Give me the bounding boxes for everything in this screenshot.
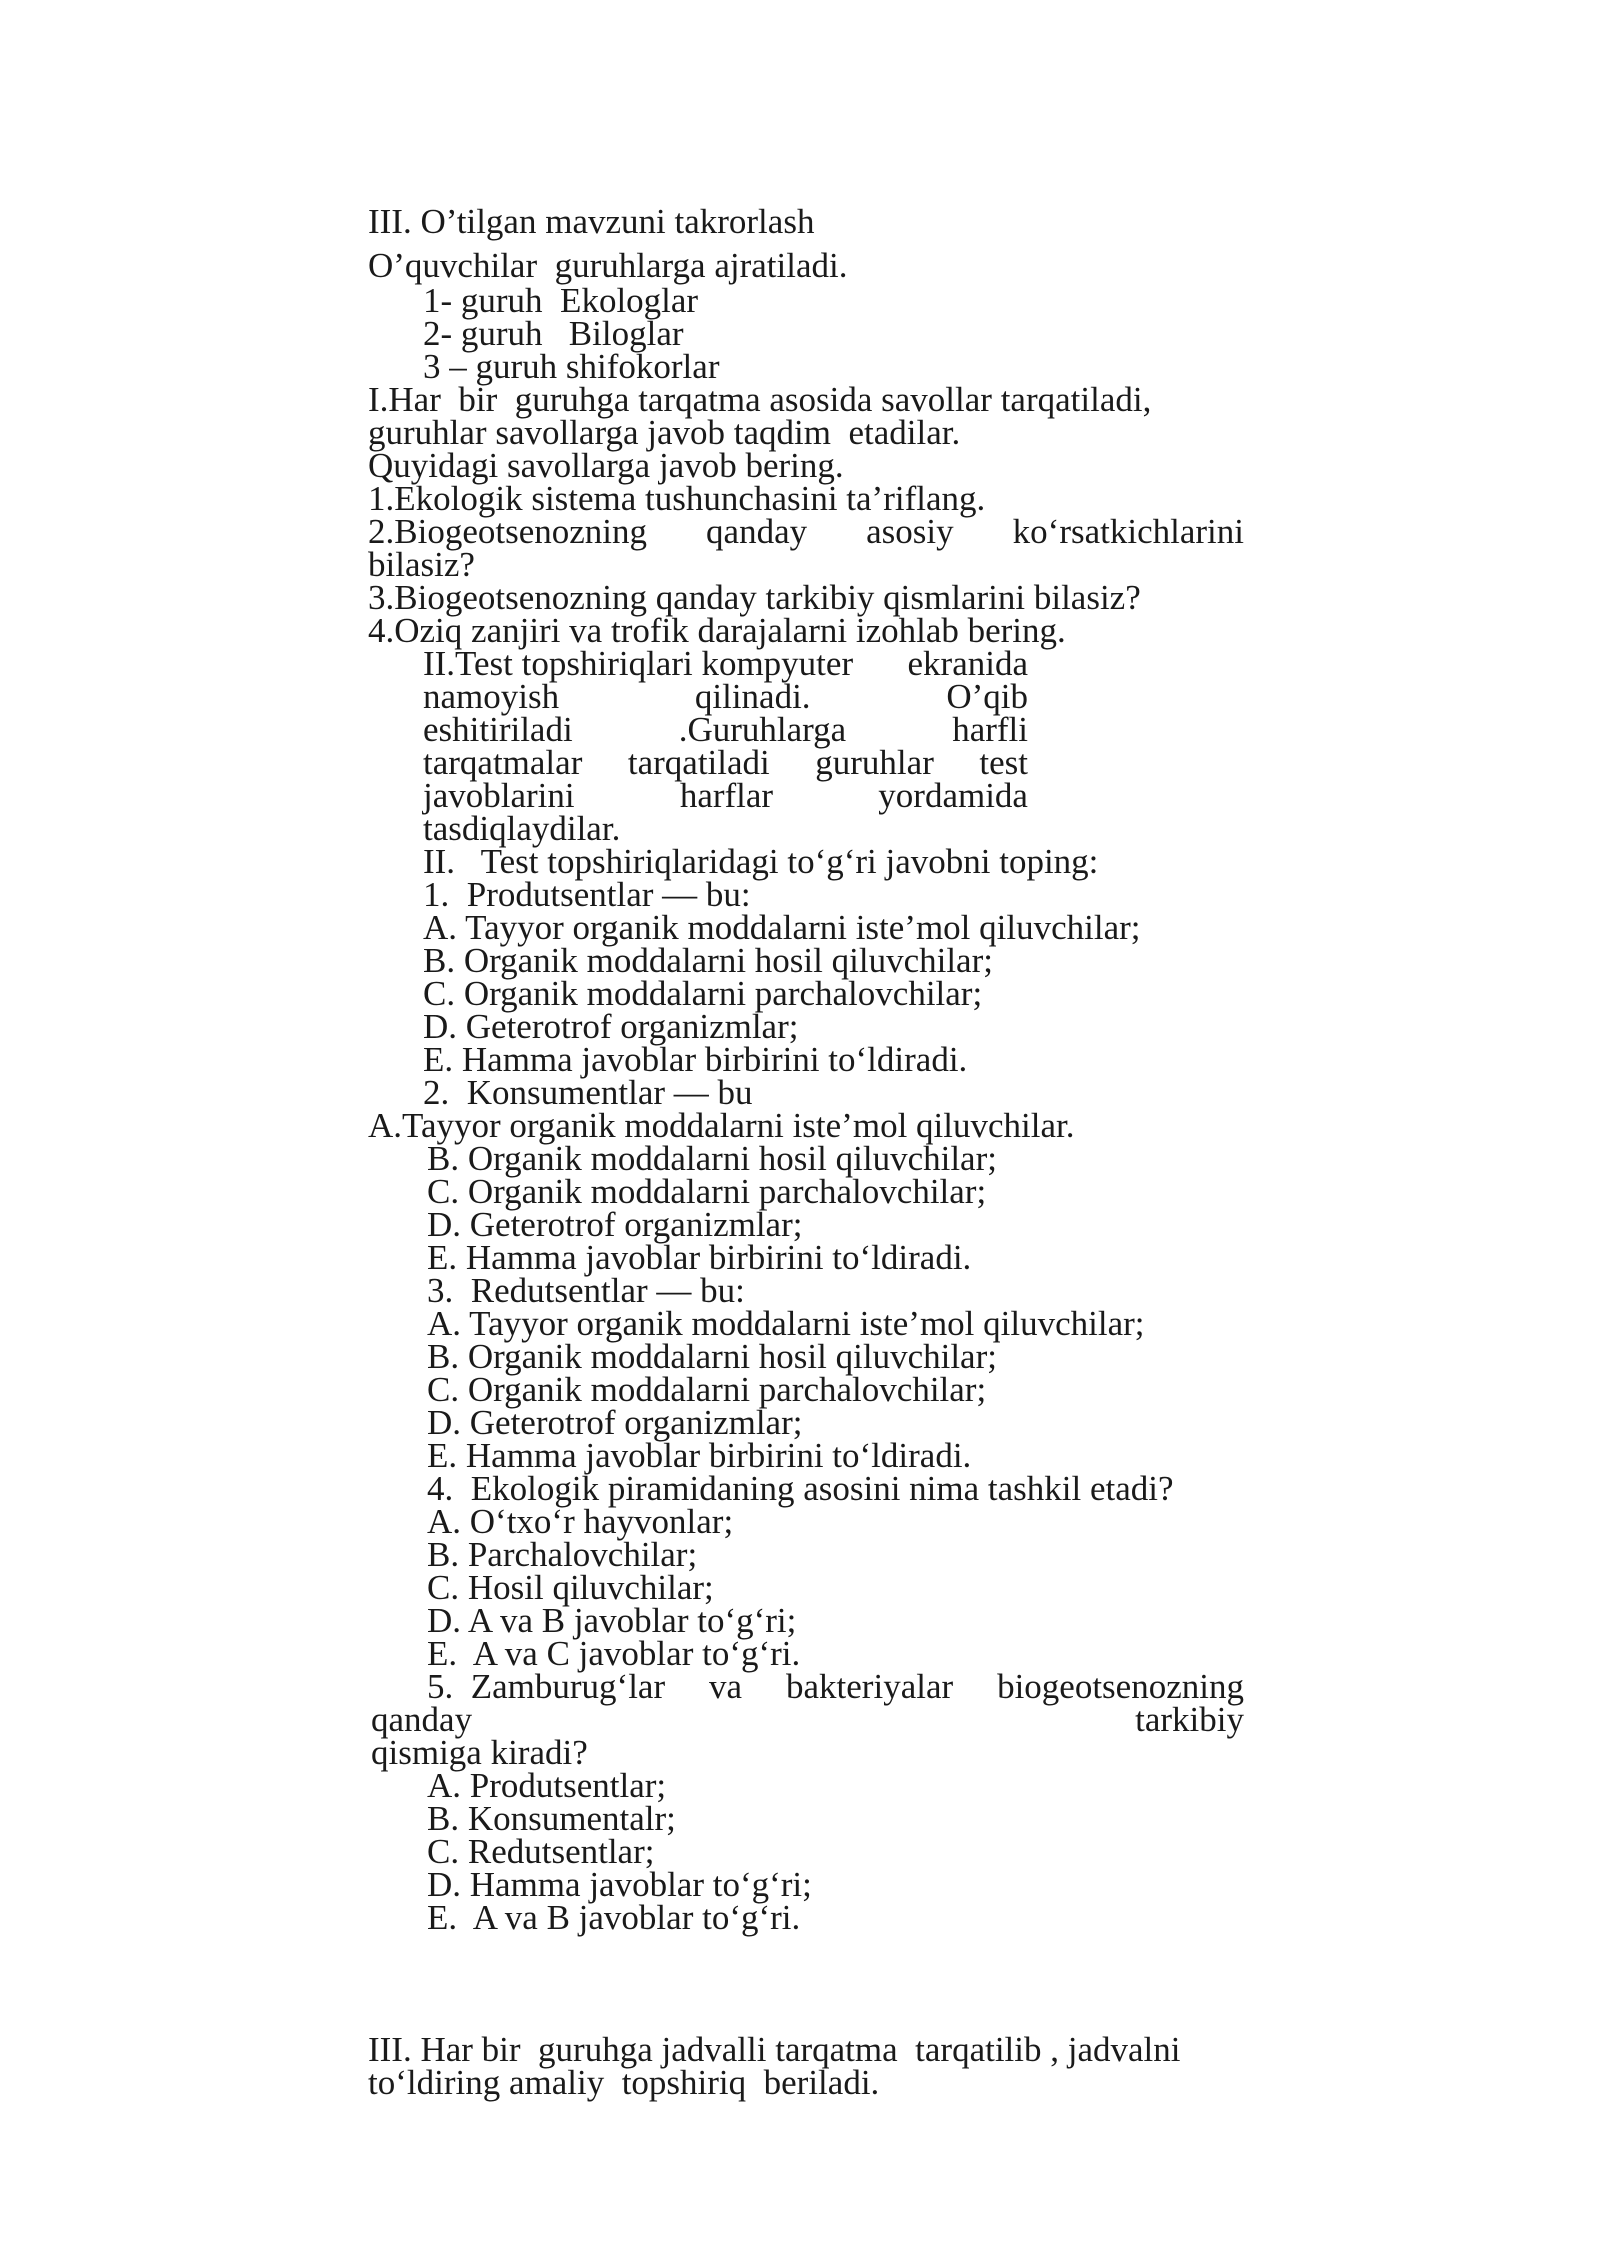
test-heading: II. Test topshiriqlaridagi to‘g‘ri javobni toping:	[423, 842, 1099, 881]
test-option: C. Organik moddalarni parchalovchilar;	[427, 1370, 987, 1409]
section-title: III. O’tilgan mavzuni takrorlash	[368, 202, 815, 241]
questions-intro: Quyidagi savollarga javob bering.	[368, 446, 844, 485]
word: qilinadi.	[694, 677, 811, 716]
word: tarkibiy	[1135, 1700, 1244, 1739]
test-option: C. Organik moddalarni parchalovchilar;	[423, 974, 983, 1013]
word: II.Test topshiriqlari kompyuter	[423, 644, 854, 683]
test-option: D. Geterotrof organizmlar;	[427, 1205, 803, 1244]
word: guruhlar	[815, 743, 934, 782]
test-option: B. Organik moddalarni hosil qiluvchilar;	[427, 1139, 997, 1178]
test-question-5-cont: qismiga kiradi?	[371, 1733, 588, 1772]
test-option: C. Redutsentlar;	[427, 1832, 655, 1871]
test-question: 3. Redutsentlar — bu:	[427, 1271, 745, 1310]
test-question-5-line	[371, 1702, 1244, 1737]
question-2-cont: bilasiz?	[368, 545, 475, 584]
test-option: E. Hamma javoblar birbirini to‘ldiradi.	[427, 1238, 972, 1277]
task2-line: tasdiqlaydilar.	[423, 809, 621, 848]
question-3: 3.Biogeotsenozning qanday tarkibiy qismlarini bilasiz?	[368, 578, 1141, 617]
word: bakteriyalar	[786, 1667, 954, 1706]
word: 2.Biogeotsenozning	[368, 512, 647, 551]
test-option: A.Tayyor organik moddalarni iste’mol qiluvchilar.	[368, 1106, 1075, 1145]
task3-line: III. Har bir guruhga jadvalli tarqatma tarqatilib , jadvalni	[368, 2030, 1181, 2069]
test-option: B. Organik moddalarni hosil qiluvchilar;	[427, 1337, 997, 1376]
word: ko‘rsatkichlarini	[1012, 512, 1244, 551]
group-item: 1- guruh Ekologlar	[423, 281, 699, 320]
test-option: C. Hosil qiluvchilar;	[427, 1568, 714, 1607]
test-option: A. O‘txo‘r hayvonlar;	[427, 1502, 734, 1541]
test-option: A. Tayyor organik moddalarni iste’mol qiluvchilar;	[423, 908, 1141, 947]
test-question: 2. Konsumentlar — bu	[423, 1073, 753, 1112]
word: namoyish	[423, 677, 560, 716]
word: .Guruhlarga	[678, 710, 847, 749]
task2-line	[423, 646, 1028, 681]
test-option: A. Produtsentlar;	[427, 1766, 667, 1805]
test-option: B. Parchalovchilar;	[427, 1535, 698, 1574]
word: harfli	[952, 710, 1028, 749]
word: qanday	[371, 1700, 473, 1739]
test-option: E. Hamma javoblar birbirini to‘ldiradi.	[423, 1040, 968, 1079]
word: tarqatiladi	[627, 743, 770, 782]
test-question-5-line	[427, 1669, 1244, 1704]
word: qanday	[706, 512, 808, 551]
word: 5. Zamburug‘lar	[427, 1667, 666, 1706]
test-option: C. Organik moddalarni parchalovchilar;	[427, 1172, 987, 1211]
group-item: 2- guruh Biloglar	[423, 314, 684, 353]
task2-line	[423, 745, 1028, 780]
task2-line	[423, 712, 1028, 747]
word: tarqatmalar	[423, 743, 583, 782]
test-question: 4. Ekologik piramidaning asosini nima tashkil etadi?	[427, 1469, 1174, 1508]
word: ekranida	[907, 644, 1028, 683]
test-option: A. Tayyor organik moddalarni iste’mol qiluvchilar;	[427, 1304, 1145, 1343]
test-option: E. A va C javoblar to‘g‘ri.	[427, 1634, 801, 1673]
test-option: D. Geterotrof organizmlar;	[427, 1403, 803, 1442]
test-option: E. A va B javoblar to‘g‘ri.	[427, 1898, 801, 1937]
word: va	[709, 1667, 743, 1706]
task1-line: I.Har bir guruhga tarqatma asosida savollar tarqatiladi,	[368, 380, 1152, 419]
question-2-line	[368, 514, 1244, 549]
word: eshitiriladi	[423, 710, 573, 749]
task2-line	[423, 778, 1028, 813]
test-option: D. Hamma javoblar to‘g‘ri;	[427, 1865, 812, 1904]
question-1: 1.Ekologik sistema tushunchasini ta’riflang.	[368, 479, 986, 518]
test-option: D. A va B javoblar to‘g‘ri;	[427, 1601, 797, 1640]
groups-intro: O’quvchilar guruhlarga ajratiladi.	[368, 246, 848, 285]
test-option: B. Konsumentalr;	[427, 1799, 676, 1838]
word: test	[979, 743, 1028, 782]
task1-line: guruhlar savollarga javob taqdim etadilar.	[368, 413, 961, 452]
test-option: B. Organik moddalarni hosil qiluvchilar;	[423, 941, 993, 980]
word: O’qib	[946, 677, 1028, 716]
test-option: E. Hamma javoblar birbirini to‘ldiradi.	[427, 1436, 972, 1475]
test-option: D. Geterotrof organizmlar;	[423, 1007, 799, 1046]
word: yordamida	[878, 776, 1028, 815]
word: asosiy	[866, 512, 954, 551]
word: javoblarini	[423, 776, 575, 815]
group-item: 3 – guruh shifokorlar	[423, 347, 720, 386]
task3-line: to‘ldiring amaliy topshiriq beriladi.	[368, 2063, 880, 2102]
test-question: 1. Produtsentlar — bu:	[423, 875, 751, 914]
word: biogeotsenozning	[997, 1667, 1244, 1706]
question-4: 4.Oziq zanjiri va trofik darajalarni izohlab bering.	[368, 611, 1066, 650]
word: harflar	[679, 776, 774, 815]
task2-line	[423, 679, 1028, 714]
